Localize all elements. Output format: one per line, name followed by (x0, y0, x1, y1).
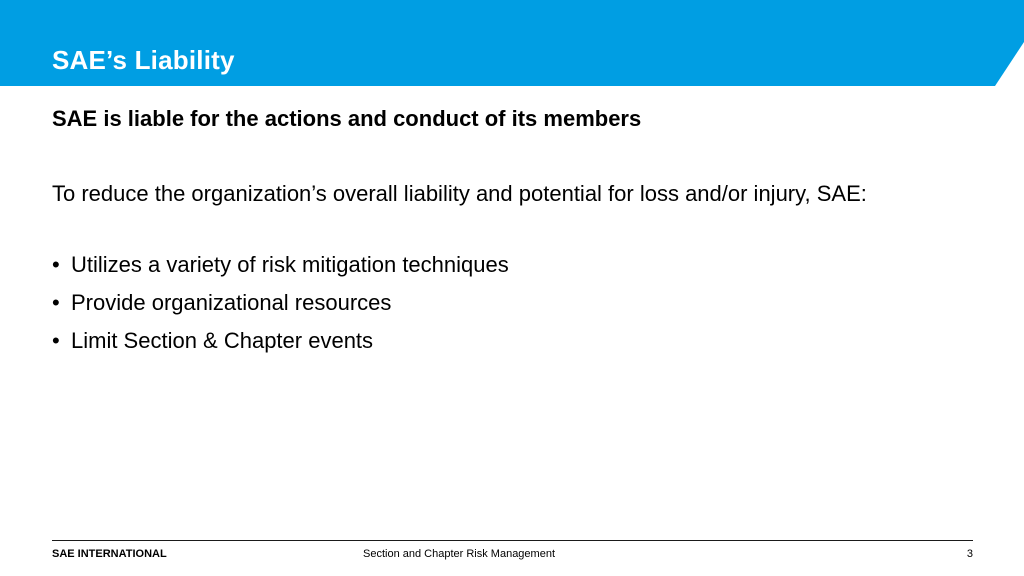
page-number: 3 (966, 548, 973, 560)
bullet-item (52, 322, 509, 360)
bullet-text: Limit Section & Chapter events (71, 328, 374, 353)
bullet-dot-icon: • (52, 252, 60, 277)
footer-divider (52, 540, 973, 541)
slide-subtitle: SAE is liable for the actions and conduct of its members (52, 106, 642, 131)
bullet-text: Utilizes a variety of risk mitigation techniques (71, 252, 509, 277)
bullet-item (52, 246, 509, 284)
bullet-dot-icon: • (52, 290, 60, 315)
footer-presentation-title: Section and Chapter Risk Management (363, 548, 555, 560)
footer-organization: SAE INTERNATIONAL (52, 548, 167, 560)
intro-paragraph: To reduce the organization’s overall liability and potential for loss and/or injury, SAE: (52, 181, 867, 206)
bullet-dot-icon: • (52, 328, 60, 353)
bullet-text: Provide organizational resources (71, 290, 392, 315)
bullet-list (52, 246, 509, 360)
bullet-item (52, 284, 509, 322)
slide-title: SAE’s Liability (52, 45, 235, 75)
